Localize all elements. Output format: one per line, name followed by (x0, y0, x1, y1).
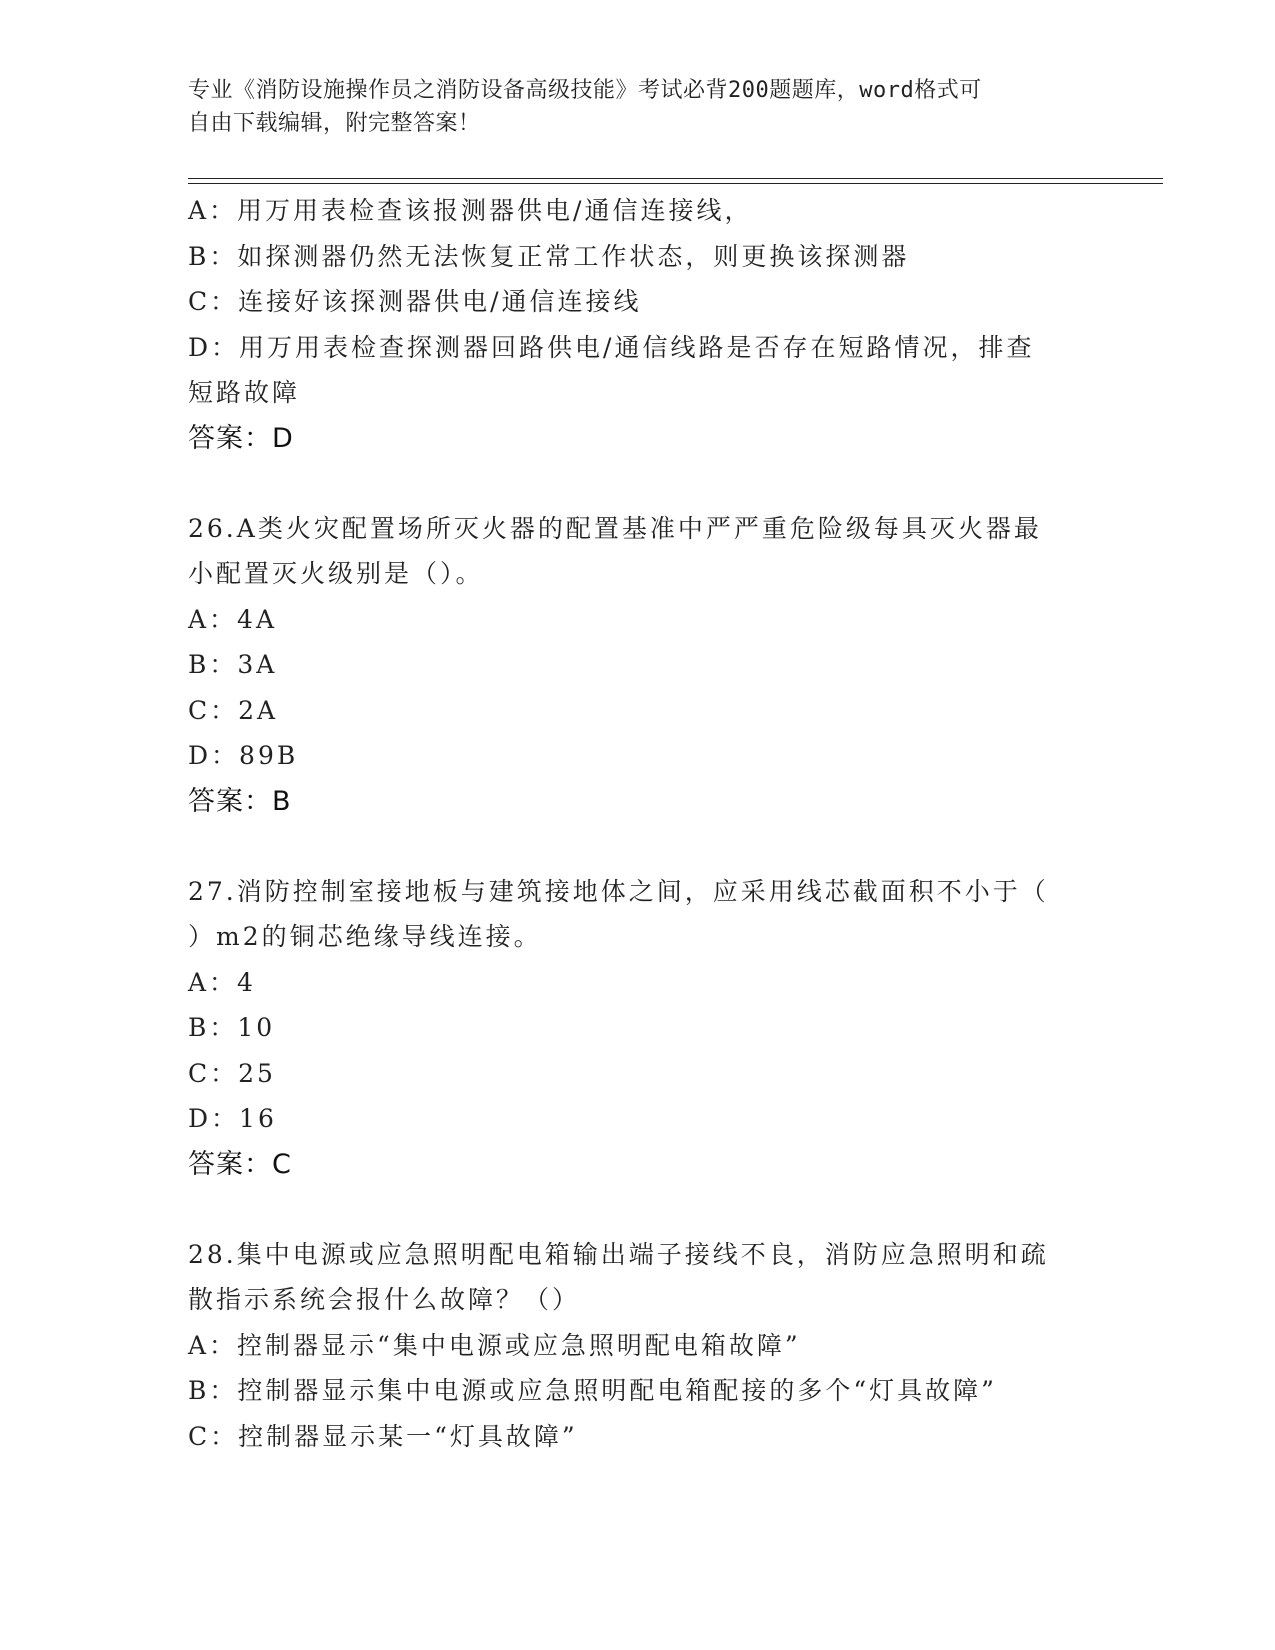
answer: 答案：C (188, 1148, 292, 1180)
answer: 答案：D (188, 422, 294, 454)
prev-question-block (188, 188, 1088, 462)
spacer (188, 462, 1088, 506)
header-rule-top (188, 178, 1163, 179)
answer: 答案：B (188, 785, 292, 817)
document-header (188, 74, 1088, 140)
option-a: A：4A (188, 604, 278, 634)
option-b: B：如探测器仍然无法恢复正常工作状态，则更换该探测器 (188, 241, 910, 271)
question-27-block (188, 869, 1088, 1188)
header-line-1: 专业《消防设施操作员之消防设备高级技能》考试必背200题题库，word格式可 (188, 78, 982, 103)
option-d: D：用万用表检查探测器回路供电/通信线路是否存在短路情况，排查 (188, 332, 1035, 362)
question-stem-continued: 小配置灭火级别是（）。 (188, 559, 484, 588)
question-stem: 27.消防控制室接地板与建筑接地体之间，应采用线芯截面积不小于（ (188, 876, 1049, 906)
option-d: D：16 (188, 1104, 277, 1133)
spacer (188, 825, 1088, 869)
option-c: C：25 (188, 1058, 276, 1088)
option-c: C：连接好该探测器供电/通信连接线 (188, 287, 642, 316)
header-line-2: 自由下载编辑，附完整答案！ (188, 111, 481, 136)
option-c: C：2A (188, 695, 279, 725)
option-a: A：4 (188, 967, 256, 997)
header-rule-bottom (188, 183, 1163, 184)
question-content (188, 188, 1088, 1459)
option-a: A：控制器显示“集中电源或应急照明配电箱故障” (188, 1330, 801, 1360)
question-28-block (188, 1232, 1088, 1460)
question-26-block (188, 506, 1088, 825)
question-stem: 28.集中电源或应急照明配电箱输出端子接线不良，消防应急照明和疏 (188, 1239, 1049, 1269)
question-stem-continued: ）m2的铜芯绝缘导线连接。 (188, 922, 542, 951)
option-d: D：89B (188, 741, 299, 770)
question-stem: 26.A类火灾配置场所灭火器的配置基准中严严重危险级每具灭火器最 (188, 513, 1042, 543)
option-a: A：用万用表检查该报测器供电/通信连接线， (188, 196, 753, 225)
option-d-continued: 短路故障 (188, 378, 301, 407)
spacer (188, 1188, 1088, 1232)
option-b: B：控制器显示集中电源或应急照明配电箱配接的多个“灯具故障” (188, 1376, 997, 1405)
option-c: C：控制器显示某一“灯具故障” (188, 1421, 578, 1451)
question-stem-continued: 散指示系统会报什么故障？（） (188, 1285, 581, 1314)
option-b: B：3A (188, 650, 278, 679)
option-b: B：10 (188, 1013, 276, 1042)
